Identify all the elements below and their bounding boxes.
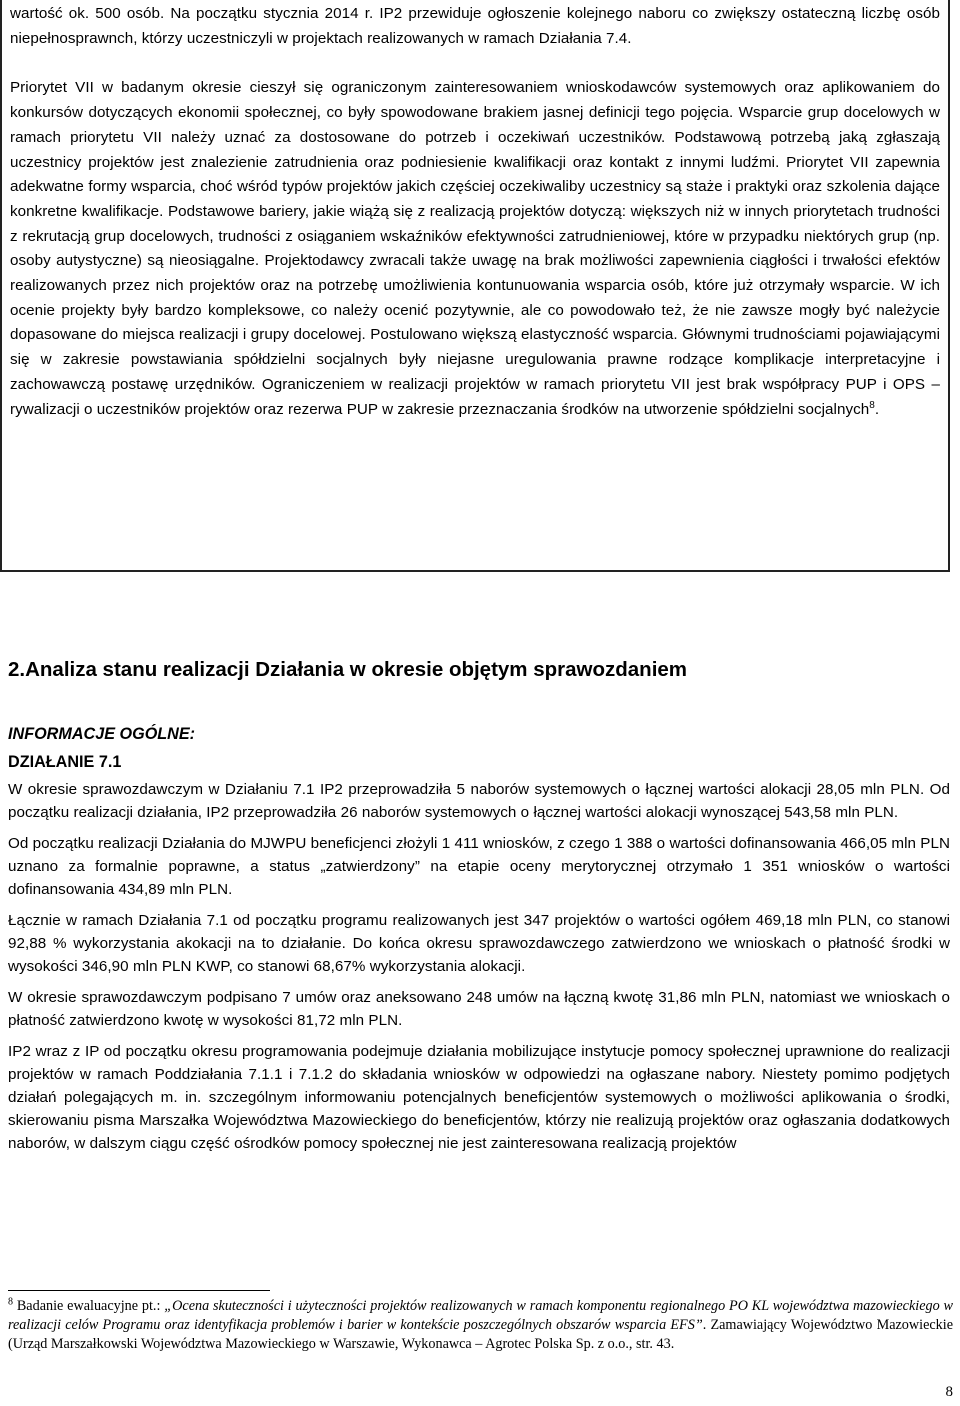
footnote — [8, 1297, 953, 1354]
box-paragraph-top: wartość ok. 500 osób. Na początku stycznia 2014 r. IP2 przewiduje ogłoszenie kolejnego naboru co zwiększy ostateczną liczbę osób niepełnosprawnch, którzy uczestniczyli w projektach realizowanych w ramach Działania 7.4. — [10, 5, 940, 47]
box-paragraph-end: . — [874, 400, 880, 418]
footnote-rest: . Zamawiający Województwo Mazowieckie (Urząd Marszałkowski Województwa Mazowieckiego w Warszawie, Wykonawca – Agrotec Polska Sp. z o.o., str. 43. — [8, 1317, 953, 1352]
footnote-number: 8 — [8, 1296, 13, 1308]
body-paragraph: Łącznie w ramach Działania 7.1 od początku programu realizowanych jest 347 projektów o wartości ogółem 469,18 mln PLN, co stanowi 92,88 % wykorzystania akokacji na to działanie. Do końca okresu sprawozdawczego zatwierdzono we wnioskach o płatność środki w wysokości 346,90 mln PLN KWP, co stanowi 68,67% wykorzystania alokacji. — [8, 912, 950, 975]
box-paragraph-main-text: Priorytet VII w badanym okresie cieszył się ograniczonym zainteresowaniem wnioskodawców systemowych oraz aplikowaniem do konkursów dotyczących ekonomii społecznej, co były spowodowane brakiem jasnej definicji tego pojęcia. Wsparcie grup docelowych w ramach priorytetu VII należy uznać za dostosowane do potrzeb i oczekiwań uczestników. Podstawową potrzebą jaką zgłaszają uczestnicy projektów jest znalezienie zatrudnienia oraz podniesienie kwalifikacji oraz kontakt z innymi ludźmi. Priorytet VII zapewnia adekwatne formy wsparcia, choć wśród typów projektów jakich częściej oczekiwaliby uczestnicy są staże i praktyki oraz szkolenia dające konkretne kwalifikacje. Podstawowe bariery, jakie wiążą się z realizacją projektów dotyczą: większych niż w innych priorytetach trudności z rekrutacją grup docelowych, trudności z osiąganiem wskaźników efektywności zatrudnieniowej, które w przypadku niektórych grup (np. osoby autystyczne) są nieosiągalne. Projektodawcy zwracali także uwagę na brak możliwości zapewnienia ciągłości i trwałości efektów realizowanych przez nich projektów oraz na potrzebę umożliwienia kontunuowania wsparcia osób, które już otrzymały wsparcie. W ich ocenie projekty były bardzo kompleksowe, co należy ocenić pozytywnie, ale co powodowało też, że nie zawsze mogły być należycie dopasowane do miejsca realizacji i grupy docelowej. Postulowano większą elastyczność wsparcia. Głównymi trudnościami pojawiającymi się w zakresie powstawiania spółdzielni socjalnych były niejasne uregulowania prawne rodzące komplikacje interpretacyjne i zachowawczą postawę urzędników. Ograniczeniem w realizacji projektów w ramach priorytetu VII jest brak współpracy PUP i OPS – rywalizacji o uczestników projektów oraz rezerwa PUP w zakresie przeznaczania środków na utworzenie spółdzielni socjalnych — [10, 79, 940, 418]
footnote-title: „Ocena skuteczności i użyteczności projektów realizowanych w ramach komponentu regionalnego PO KL województwa mazowieckiego w realizacji celów Programu oraz identyfikacja problemów i barier w kontekście poszczególnych obszarów wsparcia EFS” — [8, 1298, 954, 1333]
body-paragraph: IP2 wraz z IP od początku okresu programowania podejmuje działania mobilizujące instytucje pomocy społecznej uprawnione do realizacji projektów w ramach Poddziałania 7.1.1 i 7.1.2 do składania wniosków w odpowiedzi na ogłaszane nabory. Niestety pomimo podjętych działań polegających m. in. szczególnym informowaniu potencjalnych beneficjentów systemowych o możliwości aplikowania o środki, skierowaniu pisma Marszałka Województwa Mazowieckiego do beneficjentów, którzy nie realizują projektów oraz ogłaszania dodatkowych naborów, w dalszym ciągu część ośrodków pomocy społecznej nie jest zainteresowana realizacją projektów — [8, 1043, 950, 1152]
section-title: 2.Analiza stanu realizacji Działania w okresie objętym sprawozdaniem — [8, 658, 688, 681]
info-heading: INFORMACJE OGÓLNE: — [8, 725, 196, 743]
body-paragraph: W okresie sprawozdawczym w Działaniu 7.1 IP2 przeprowadziła 5 naborów systemowych o łącznej wartości alokacji 28,05 mln PLN. Od początku realizacji działania, IP2 przeprowadziła 26 naborów systemowych o łącznej wartości alokacji wynoszącej 543,58 mln PLN. — [8, 781, 950, 821]
main-content — [8, 722, 950, 1163]
footnote-lead: Badanie ewaluacyjne pt.: — [16, 1298, 165, 1314]
framed-summary-box — [0, 0, 950, 572]
box-paragraph-main — [10, 76, 940, 422]
footnote-separator — [8, 1290, 270, 1291]
page-number: 8 — [945, 1384, 953, 1400]
body-paragraph: W okresie sprawozdawczym podpisano 7 umów oraz aneksowano 248 umów na łączną kwotę 31,86 mln PLN, natomiast we wnioskach o płatność zatwierdzono kwotę w wysokości 81,72 mln PLN. — [8, 989, 950, 1029]
body-paragraph: Od początku realizacji Działania do MJWPU beneficjenci złożyli 1 411 wniosków, z czego 1 388 o wartości dofinansowania 466,05 mln PLN uznano za formalnie poprawne, a status „zatwierdzony” na etapie oceny merytorycznej otrzymało 1 351 wniosków o wartości dofinansowania 434,89 mln PLN. — [8, 835, 950, 898]
footnote-ref[interactable]: 8 — [869, 399, 875, 411]
action-heading: DZIAŁANIE 7.1 — [8, 753, 122, 771]
